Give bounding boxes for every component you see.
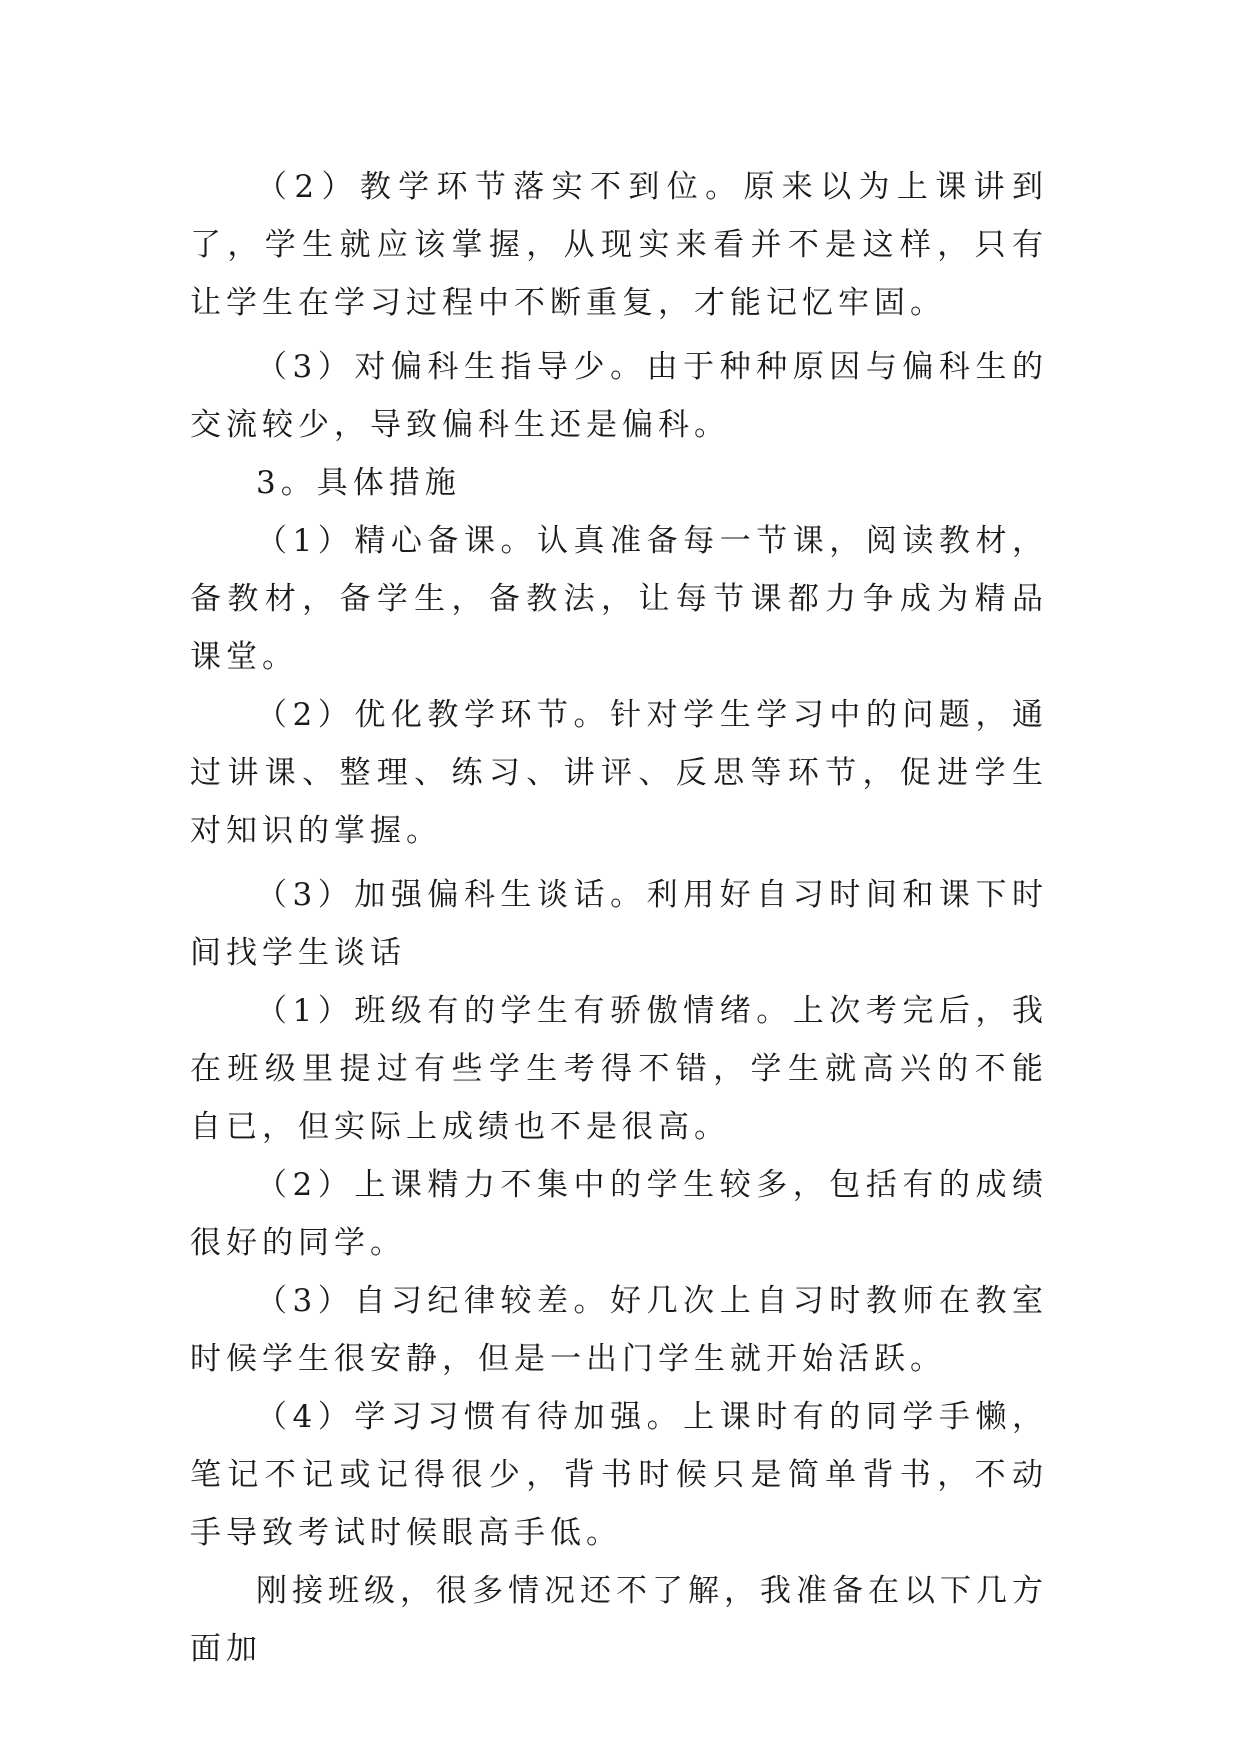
paragraph: （3）对偏科生指导少。由于种种原因与偏科生的交流较少，导致偏科生还是偏科。 <box>190 349 1048 443</box>
paragraph: （2）优化教学环节。针对学生学习中的问题，通过讲课、整理、练习、讲评、反思等环节，促进学生对知识的掌握。 <box>190 697 1048 849</box>
paragraph: （1）班级有的学生有骄傲情绪。上次考完后，我在班级里提过有些学生考得不错，学生就高兴的不能自已，但实际上成绩也不是很高。 <box>190 993 1048 1145</box>
paragraph: （2）上课精力不集中的学生较多，包括有的成绩很好的同学。 <box>190 1167 1048 1261</box>
section-heading: 3。具体措施 <box>256 465 461 501</box>
paragraph: （4）学习习惯有待加强。上课时有的同学手懒，笔记不记或记得很少，背书时候只是简单背书，不动手导致考试时候眼高手低。 <box>190 1399 1048 1551</box>
paragraph: （1）精心备课。认真准备每一节课，阅读教材，备教材，备学生，备教法，让每节课都力争成为精品课堂。 <box>190 523 1048 675</box>
paragraph: 刚接班级，很多情况还不了解，我准备在以下几方面加 <box>190 1573 1048 1667</box>
paragraph: （3）自习纪律较差。好几次上自习时教师在教室时候学生很安静，但是一出门学生就开始活跃。 <box>190 1283 1048 1377</box>
paragraph: （3）加强偏科生谈话。利用好自习时间和课下时间找学生谈话 <box>190 877 1048 971</box>
document-body <box>190 158 1048 1678</box>
paragraph: （2）教学环节落实不到位。原来以为上课讲到了，学生就应该掌握，从现实来看并不是这样，只有让学生在学习过程中不断重复，才能记忆牢固。 <box>190 169 1048 321</box>
